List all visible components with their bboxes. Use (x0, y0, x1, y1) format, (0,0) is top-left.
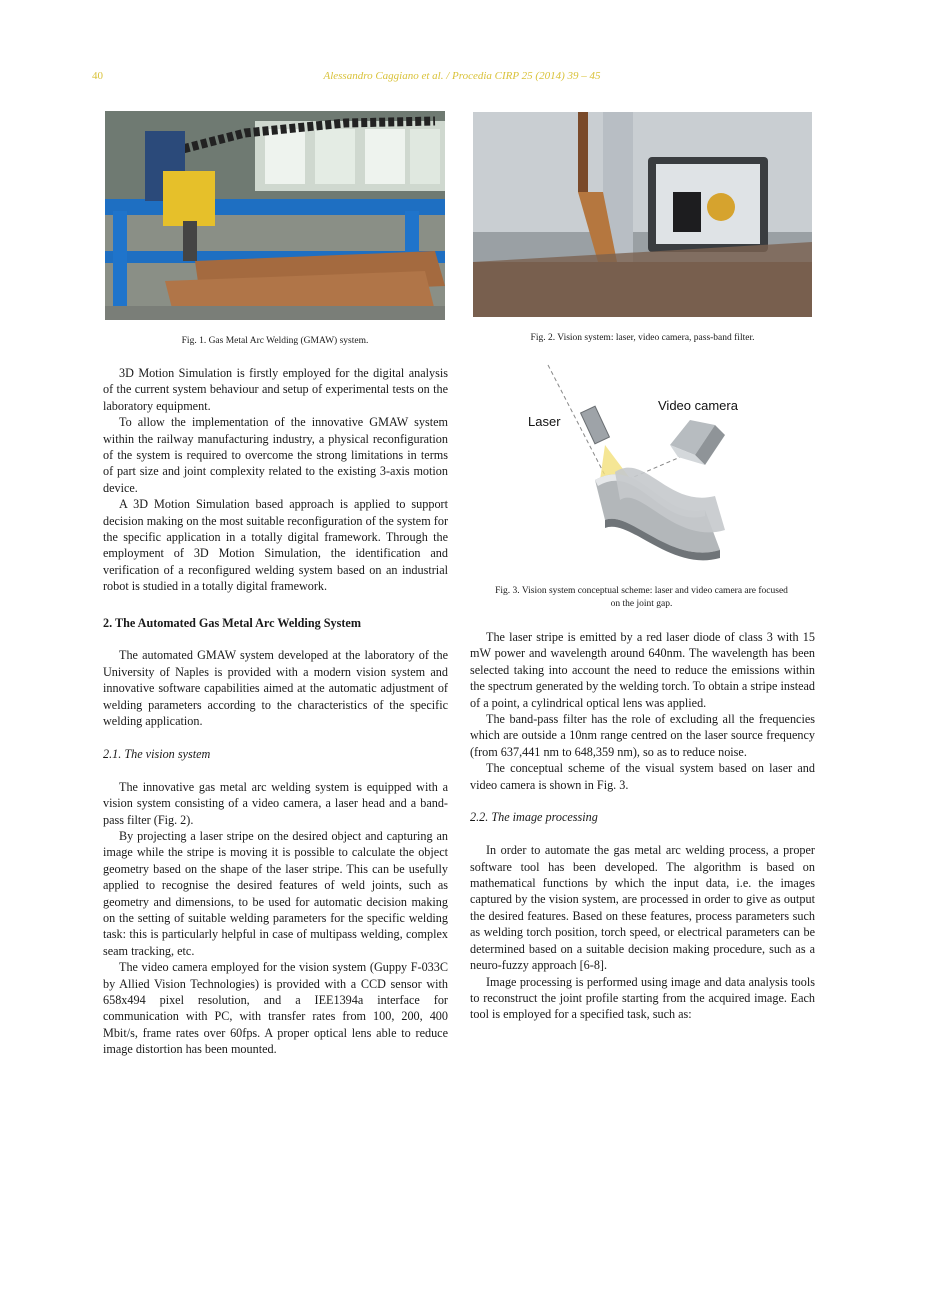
paragraph: Image processing is performed using image and data analysis tools to reconstruct the joint profile starting from the acquired image. Each tool is employed for a specified task, such as: (470, 974, 815, 1022)
paragraph: In order to automate the gas metal arc welding process, a proper software tool has been developed. The algorithm is based on mathematical functions by which the input data, i.e. the images captured by the vision system, are processed in order to give as output the desired features. Based on these features, process parameters such as welding torch position, torch speed, or electrical parameters can be determined based on a suitable decision making procedure, such as a neuro-fuzzy approach [6-8]. (470, 843, 815, 973)
paragraph: The conceptual scheme of the visual system based on laser and video camera is shown in Fig. 3. (470, 761, 815, 792)
running-title: Alessandro Caggiano et al. / Procedia CIRP 25 (2014) 39 – 45 (323, 70, 601, 82)
paragraph: The band-pass filter has the role of excluding all the frequencies which are outside a 10nm range centred on the laser source frequency (from 637,441 nm to 648,359 nm), so as to reduce noise. (470, 712, 815, 759)
paragraph: The innovative gas metal arc welding system is equipped with a vision system consisting of a video camera, a laser head and a band-pass filter (Fig. 2). (103, 779, 448, 827)
paragraph: The automated GMAW system developed at the laboratory of the University of Naples is provided with a modern vision system and innovative software capabilities aimed at the automatic adjustment of welding parameters according to the characteristics of the specific welding application. (103, 648, 448, 729)
paragraph: By projecting a laser stripe on the desired object and capturing an image while the stripe is moving it is possible to calculate the object geometry based on the shape of the laser stripe. This can be usefully applied to recognise the desired features of weld joints, such as geometry and dimensions, to be used for automatic decision making on the setting of suitable welding parameters for the specific welding task: this is particularly helpful in case of multipass welding, complex seam tracking, etc. (103, 828, 448, 958)
paragraph: To allow the implementation of the innovative GMAW system within the railway manufacturing industry, a physical reconfiguration of the system is required to overcome the strong limitations in terms of part size and joint complexity related to the existing 3-axis motion device. (103, 415, 448, 495)
figure-2-caption: Fig. 2. Vision system: laser, video camera, pass-band filter. (530, 333, 755, 343)
paragraph: The video camera employed for the vision system (Guppy F-033C by Allied Vision Technologies) is provided with a CCD sensor with 658x494 pixel resolution, and a IEE1394a interface for communication with PC, with transfer rates from 100, 200, 400 Mbit/s, frame rates over 60fps. A proper optical lens able to reduce image distortion has been mounted. (103, 960, 448, 1057)
figure-2-photo (473, 112, 812, 317)
section-heading: 2. The Automated Gas Metal Arc Welding System (103, 615, 361, 630)
left-column (103, 365, 448, 1058)
figure-1-photo (105, 111, 445, 320)
figure-3-caption: Fig. 3. Vision system conceptual scheme: laser and video camera are focused on the joint gap. (495, 586, 788, 609)
paragraph: 3D Motion Simulation is firstly employed for the digital analysis of the current system behaviour and setup of experimental tests on the laboratory equipment. (103, 366, 448, 413)
figure-3-scheme (520, 360, 770, 575)
figure-1-caption: Fig. 1. Gas Metal Arc Welding (GMAW) system. (181, 336, 369, 346)
page-number: 40 (92, 70, 103, 82)
subsection-heading: 2.1. The vision system (103, 746, 211, 761)
right-column (470, 629, 815, 1023)
paragraph: The laser stripe is emitted by a red laser diode of class 3 with 15 mW power and wavelength around 640nm. The wavelength has been selected taking into account the need to reduce the emissions within the spectrum generated by the welding torch. To obtain a stripe instead of a point, a cylindrical optical lens was applied. (470, 630, 815, 710)
paragraph: A 3D Motion Simulation based approach is applied to support decision making on the most suitable reconfiguration of the system for the specific application in a totally digital framework. Through the employment of 3D Motion Simulation, the identification and verification of a reconfigured welding system based on an industrial robot is studied in a totally digital framework. (103, 497, 448, 594)
laser-label: Laser (528, 414, 561, 429)
video-camera-label: Video camera (658, 398, 738, 413)
gmaw-system-illustration (105, 111, 445, 320)
vision-scheme-diagram (520, 360, 770, 575)
subsection-heading: 2.2. The image processing (470, 810, 598, 825)
vision-system-illustration (473, 112, 812, 317)
running-header (92, 70, 832, 86)
